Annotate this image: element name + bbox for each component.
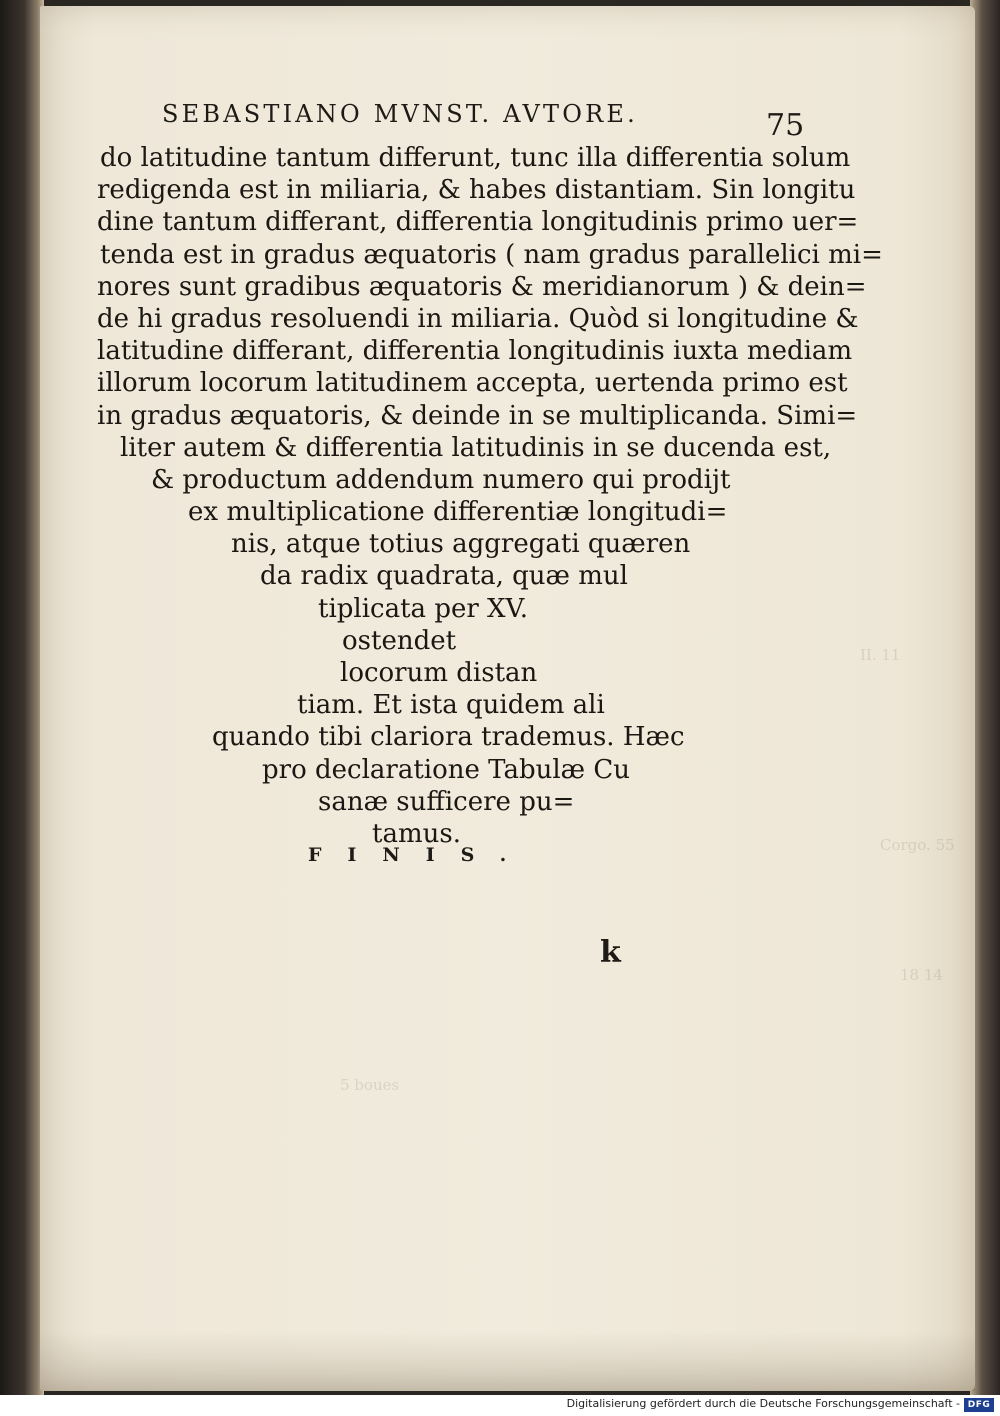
show-through-text: 5 boues xyxy=(340,1076,400,1094)
text-line: quando tibi clariora trademus. Hæc xyxy=(212,722,685,753)
text-line: de hi gradus resoluendi in miliaria. Quòd si longitudine & xyxy=(97,303,859,334)
text-line: in gradus æquatoris, & deinde in se multiplicanda. Simi= xyxy=(97,400,858,431)
text-line: tenda est in gradus æquatoris ( nam gradus parallelici mi= xyxy=(100,239,883,270)
text-line: & productum addendum numero qui prodijt xyxy=(151,464,731,495)
text-line: nis, atque totius aggregati quæren xyxy=(231,529,691,560)
text-line: illorum locorum latitudinem accepta, uertenda primo est xyxy=(97,368,848,399)
page-number: 75 xyxy=(766,108,805,143)
text-line: tamus. xyxy=(372,818,461,849)
main-text-block xyxy=(0,142,1000,850)
finis-mark: FINIS. xyxy=(308,844,533,866)
footer-credit: Digitalisierung gefördert durch die Deutsche Forschungsgemeinschaft - xyxy=(566,1397,960,1410)
signature-mark: k xyxy=(600,935,621,970)
text-line: pro declaratione Tabulæ Cu xyxy=(262,754,631,785)
text-line: nores sunt gradibus æquatoris & meridianorum ) & dein= xyxy=(97,271,867,302)
show-through-text: Corgo. 55 xyxy=(880,836,955,854)
show-through-text: II. 11 xyxy=(860,646,901,664)
dfg-logo-icon: DFG xyxy=(964,1398,994,1412)
running-head: SEBASTIANO MVNST. AVTORE. xyxy=(162,100,638,128)
text-line: ex multiplicatione differentiæ longitudi= xyxy=(188,497,728,528)
text-line: latitudine differant, differentia longitudinis iuxta mediam xyxy=(97,336,853,367)
text-line: locorum distan xyxy=(340,658,538,688)
text-line: do latitudine tantum differunt, tunc illa differentia solum xyxy=(100,143,851,173)
text-line: tiam. Et ista quidem ali xyxy=(297,690,605,721)
text-line: da radix quadrata, quæ mul xyxy=(260,561,628,592)
digitization-footer xyxy=(0,1395,1000,1416)
show-through-text: 18 14 xyxy=(900,966,943,984)
text-line: sanæ sufficere pu= xyxy=(318,786,575,817)
text-line: liter autem & differentia latitudinis in se ducenda est, xyxy=(120,432,832,463)
text-line: ostendet xyxy=(342,625,457,656)
text-line: tiplicata per XV. xyxy=(318,593,529,624)
text-line: redigenda est in miliaria, & habes distantiam. Sin longitu xyxy=(97,175,856,206)
text-line: dine tantum differant, differentia longitudinis primo uer= xyxy=(97,207,859,238)
